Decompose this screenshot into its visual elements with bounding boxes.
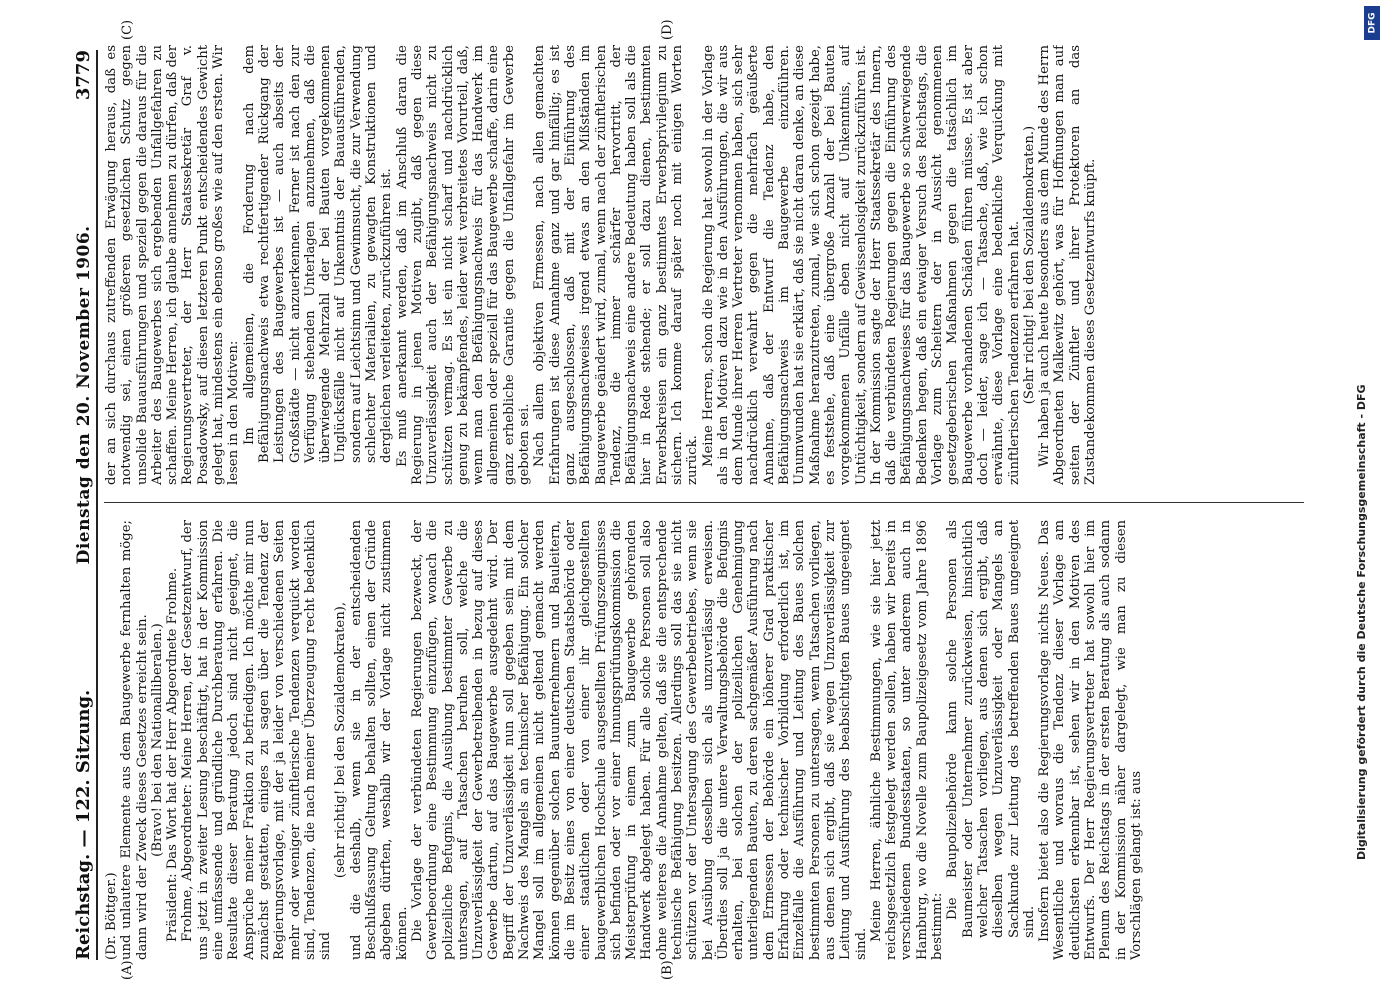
paragraph: Die Vorlage der verbündeten Regierungen bezweckt, der Gewerbeordnung eine Bestimmung einzufügen, wonach die polizeiliche Befugnis, die Ausübung bestimmter Gewerbe zu untersagen, auf Tatsachen beruhen soll, welche die Unzuverlässigkeit der Gewerbetreibenden in bezug auf dieses Gewerbe dartun, auf das Baugewerbe ausgedehnt wird. Der Begriff der Unzuverlässigkeit nun soll gegeben sein mit dem Nachweis des Mangels an technischer Befähigung. Ein solcher Mangel soll im allgemeinen nicht geltend gemacht werden können gegenüber solchen Bauunternehmern und Bauleitern, die im Besitz eines von einer deutschen Staatsbehörde oder einer staatlichen oder von einer ihr gleichgestellten baugewerblichen Hochschule ausgestellten Prüfungszeugnisses sich befinden oder vor einer Innungsprüfungskommission die Meisterprüfung in einem zum Baugewerbe gehörenden Handwerk abgelegt haben. Für alle solche Personen soll also ohne weiteres die Annahme gelten, daß sie die entsprechende technische Befähigung besitzen. Allerdings soll das sie nicht schützen vor der Untersagung des Gewerbebetriebes, wenn sie bei Ausübung desselben sich als unzuverlässig erweisen. Überdies soll ja die untere Verwaltungsbehörde die Befugnis erhalten, bei solchen der polizeilichen Genehmigung unterliegenden Bauten, zu deren sachgemäßer Ausführung nach dem Ermessen der Behörde ein höherer Grad praktischer Erfahrung oder technischer Vorbildung erforderlich ist, im Einzelfalle die Ausführung und Leitung des Baues solchen bestimmten Personen zu untersagen, wenn Tatsachen vorliegen, aus denen sich ergibt, daß sie wegen Unzuverlässigkeit zur Leitung und Ausführung des beabsichtigten Baues ungeeignet sind. [409,520,869,960]
column-divider [104,502,1304,503]
left-column [104,520,1310,960]
paragraph: Frohme, Abgeordneter: Meine Herren, der Gesetzentwurf, der uns jetzt in zweiter Lesung beschäftigt, hat in der Kommission eine umfassende und gründliche Durchberatung erfahren. Die Resultate dieser Beratung jedoch sind nicht geeignet, die Ansprüche meiner Fraktion zu befriedigen. Ich möchte mir nun zunächst gestatten, einiges zu sagen über die Tendenz der Regierungsvorlage, mit der ja leider von verschiedenen Seiten mehr oder weniger zünftlerische Tendenzen verquickt worden sind, Tendenzen, die nach meiner Überzeugung recht bedenklich sind [180,520,334,960]
margin-marker-c: (C) [120,19,135,40]
page-number: 3779 [73,50,94,101]
interjection: (sehr richtig! bei den Sozialdemokraten), [333,601,349,879]
rotated-page [60,19,1310,980]
margin-marker-b: (B) [660,960,675,980]
header-left: Reichstag. — 122. Sitzung. [73,689,94,960]
dfg-logo: DFG [1364,6,1380,40]
speaker-tag: (Dr. Böttger.) [104,872,119,960]
paragraph: Meine Herren, schon die Regierung hat sowohl in der Vorlage als in den Motiven dazu wie in den Ausführungen, die wir aus dem Munde ihrer Herren Vertreter vernommen haben, sich sehr nachdrücklich verwahrt gegen die mehrfach geäußerte Annahme, daß der Entwurf die Tendenz habe, den Befähigungsnachweis im Baugewerbe einzuführen. Unumwunden hat sie erklärt, daß sie nicht daran denke, an diese Maßnahme heranzutreten, zumal, wie sich schon gezeigt habe, es feststehe, daß eine übergroße Anzahl der bei Bauten vorgekommenen Unfälle eben nicht auf Unkenntnis, auf Untüchtigkeit, sondern auf Gewissenlosigkeit zurückzuführen ist. In der Kommission sagte der Herr Staatssekretär des Innern, daß die verbündeten Regierungen gegen die Einführung des Befähigungsnachweises für das Baugewerbe so schwerwiegende Bedenken hegen, daß ein etwaiger Versuch des Reichstags, die Vorlage zum Scheitern der in Aussicht genommenen gesetzgeberischen Maßnahmen gegen die tatsächlich im Baugewerbe vorhandenen Schäden führen müsse. Es ist aber doch — leider, sage ich — Tatsache, daß, wie ich schon erwähnte, diese Vorlage eine bedenkliche Verquickung mit zünftlerischen Tendenzen erfahren hat. [700,45,1022,485]
digitization-credit: Digitalisierung gefördert durch die Deutsche Forschungsgemeinschaft - DFG [1355,384,1368,860]
paragraph: Insofern bietet also die Regierungsvorlage nichts Neues. Das Wesentliche und woraus die Tendenz dieser Vorlage am deutlichsten erkennbar ist, sehen wir in den Motiven des Entwurfs. Der Herr Regierungsvertreter hat sowohl hier im Plenum des Reichstags in der ersten Beratung als auch sodann in der Kommission näher dargelegt, wie man zu diesen Vorschlägen gelangt ist: aus [1037,520,1144,960]
paragraph: Präsident: Das Wort hat der Herr Abgeordnete Frohme. [165,567,181,942]
paragraph: Meine Herren, ähnliche Bestimmungen, wie sie hier jetzt reichsgesetzlich festgelegt werden sollen, haben wir bereits in verschiedenen Bundesstaaten, so unter anderem auch in Hamburg, wo die Novelle zum Baupolizeigesetz vom Jahre 1896 bestimmt: [868,520,946,960]
interjection: (Sehr richtig! bei den Sozialdemokraten.) [1021,125,1037,405]
quotation: Die Baupolizeibehörde kann solche Personen als Baumeister oder Unternehmer zurückweisen, hinsichtlich welcher Tatsachen vorliegen, aus denen sich ergibt, daß dieselben wegen Unzuverlässigkeit oder Mangels an Sachkunde zur Leitung des betreffenden Baues ungeeignet sind. [945,520,1037,938]
paragraph: Es muß anerkannt werden, daß im Anschluß daran die Regierung in jenen Motiven zugibt, daß gegen diese Unzuverlässigkeit auch der Befähigungsnachweis nicht zu schützen vermag. Es ist ein nicht scharf und nachdrücklich genug zu bekämpfendes, leider weit verbreitetes Vorurteil, daß, wenn man den Befähigungsnachweis für das Handwerk im allgemeinen oder speziell für das Baugewerbe schaffe, darin eine ganz erhebliche Garantie gegen die Unfallgefahr im Gewerbe geboten sei. [394,45,533,485]
page-header [60,50,98,960]
quotation: Im allgemeinen, die Forderung nach dem Befähigungsnachweis etwa rechtfertigender Rückgang der Leistungen des Baugewerbes ist — auch abseits der Großstädte — nicht anzuerkennen. Ferner ist nach den zur Verfügung stehenden Unterlagen anzunehmen, daß die überwiegende Mehrzahl der bei Bauten vorgekommenen Unglücksfälle nicht auf Unkenntnis der Bauausführenden, sondern auf Leichtsinn und Gewinnsucht, die zur Verwendung schlechter Materialien, zu gewagten Konstruktionen und dergleichen verleiteten, zurückzuführen ist. [241,45,395,463]
margin-marker-a: (A) [120,960,135,980]
interjection: (Bravo! bei den Nationalliberalen.) [149,623,165,857]
header-date: Dienstag den 20. November 1906. [74,225,94,565]
margin-marker-d: (D) [660,19,675,40]
paragraph: Wir haben ja auch heute besonders aus dem Munde des Herrn Abgeordneten Malkewitz gehört, was für Hoffnungen man auf seiten der Zünftler und ihrer Protektoren an das Zustandekommen dieses Gesetzentwurfs knüpft. [1037,45,1098,485]
paragraph: und die deshalb, wenn sie in der entscheidenden Beschlußfassung Geltung behalten sollten, einen der Gründe abgeben dürften, weshalb wir der Vorlage nicht zustimmen können. [348,520,410,960]
paragraph: Nach allem objektiven Ermessen, nach allen gemachten Erfahrungen ist diese Annahme ganz und gar hinfällig; es ist ganz ausgeschlossen, daß mit der Einführung des Befähigungsnachweises irgend etwas an den Mißständen im Baugewerbe geändert wird, zumal, wenn nach der zünftlerischen Tendenz, die immer schärfer hervortritt, der Befähigungsnachweis eine andere Bedeutung haben soll als die hier in Rede stehende; er soll dazu dienen, bestimmten Erwerbskreisen ein ganz bestimmtes Erwerbsprivilegium zu sichern. Ich komme darauf später noch mit einigen Worten zurück. [532,45,701,485]
right-column [104,45,1310,485]
paragraph: der an sich durchaus zutreffenden Erwägung heraus, daß es notwendig sei, einen größeren gesetzlichen Schutz gegen unsolide Bauausführungen und speziell gegen die daraus für die Arbeiter des Baugewerbes sich ergebenden Unfallgefahren zu schaffen. Meine Herren, ich glaube annehmen zu dürfen, daß der Regierungsvertreter, der Herr Staatssekretär Graf v. Posadowsky, auf diesen letzteren Punkt entscheidendes Gewicht gelegt hat, mindestens ein ebenso großes wie auf den ersten. Wir lesen in den Motiven: [104,45,242,485]
paragraph: und unlautere Elemente aus dem Baugewerbe fernhalten möge; dann wird der Zweck dieses Gesetzes erreicht sein. [119,520,150,960]
